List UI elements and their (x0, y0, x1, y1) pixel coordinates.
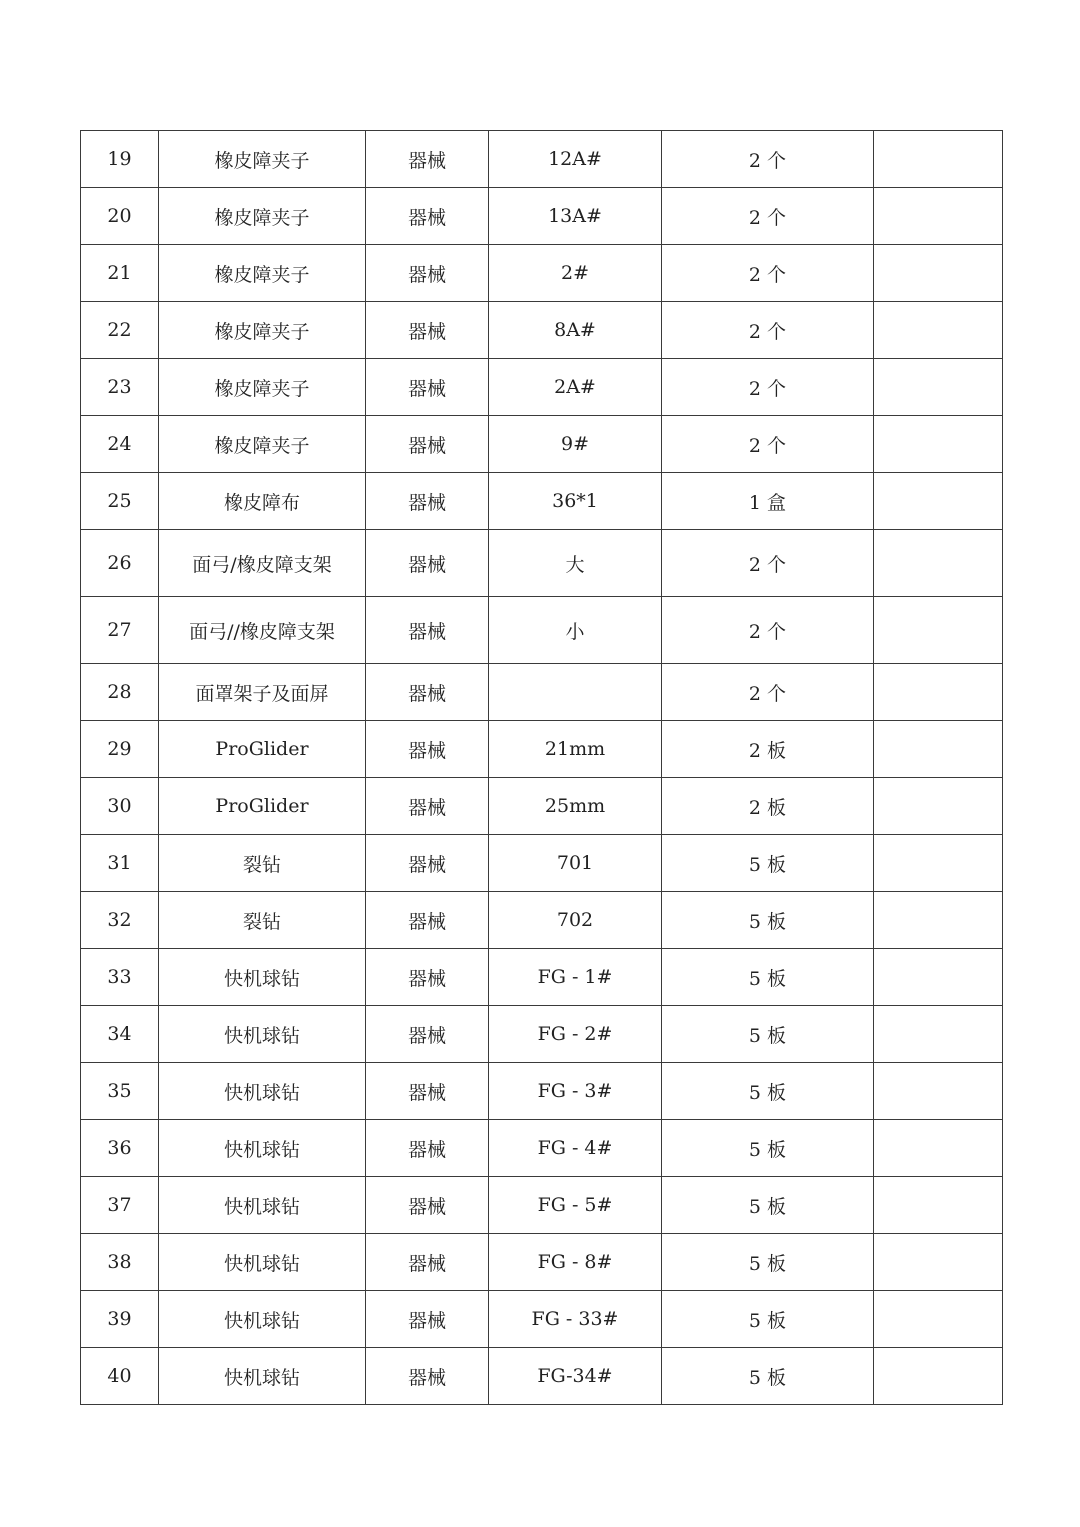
item-name: 橡皮障夹子 (159, 302, 366, 359)
item-category: 器械 (366, 892, 489, 949)
row-number: 36 (81, 1120, 159, 1177)
item-spec: 12A# (489, 131, 662, 188)
row-number: 31 (81, 835, 159, 892)
item-spec: FG - 2# (489, 1006, 662, 1063)
item-name: 橡皮障夹子 (159, 188, 366, 245)
table-row (81, 664, 1003, 721)
table-row (81, 721, 1003, 778)
item-note (874, 1063, 1003, 1120)
row-number: 37 (81, 1177, 159, 1234)
row-number: 40 (81, 1348, 159, 1405)
table-row (81, 1006, 1003, 1063)
item-spec: FG - 5# (489, 1177, 662, 1234)
item-name: ProGlider (159, 778, 366, 835)
item-quantity: 2 个 (662, 359, 874, 416)
item-note (874, 1120, 1003, 1177)
item-quantity: 2 个 (662, 416, 874, 473)
item-quantity: 2 板 (662, 721, 874, 778)
item-name: 橡皮障夹子 (159, 416, 366, 473)
item-name: 橡皮障夹子 (159, 245, 366, 302)
item-note (874, 949, 1003, 1006)
item-category: 器械 (366, 359, 489, 416)
item-category: 器械 (366, 1120, 489, 1177)
item-name: 快机球钻 (159, 1177, 366, 1234)
item-category: 器械 (366, 245, 489, 302)
item-quantity: 2 个 (662, 530, 874, 597)
table-row (81, 416, 1003, 473)
item-name: 快机球钻 (159, 949, 366, 1006)
item-note (874, 597, 1003, 664)
row-number: 21 (81, 245, 159, 302)
item-name: 快机球钻 (159, 1348, 366, 1405)
item-note (874, 1006, 1003, 1063)
item-note (874, 664, 1003, 721)
item-category: 器械 (366, 1234, 489, 1291)
table-row (81, 1120, 1003, 1177)
table-row (81, 131, 1003, 188)
item-note (874, 473, 1003, 530)
row-number: 39 (81, 1291, 159, 1348)
item-name: 面弓//橡皮障支架 (159, 597, 366, 664)
item-category: 器械 (366, 1291, 489, 1348)
table-row (81, 473, 1003, 530)
item-note (874, 416, 1003, 473)
item-category: 器械 (366, 131, 489, 188)
table-row (81, 359, 1003, 416)
item-category: 器械 (366, 721, 489, 778)
item-spec: 21mm (489, 721, 662, 778)
item-quantity: 5 板 (662, 1063, 874, 1120)
item-note (874, 302, 1003, 359)
table-row (81, 949, 1003, 1006)
item-name: ProGlider (159, 721, 366, 778)
table-row (81, 530, 1003, 597)
item-note (874, 721, 1003, 778)
item-spec (489, 664, 662, 721)
item-quantity: 5 板 (662, 835, 874, 892)
item-name: 面罩架子及面屏 (159, 664, 366, 721)
item-quantity: 5 板 (662, 892, 874, 949)
item-note (874, 245, 1003, 302)
item-note (874, 1348, 1003, 1405)
table-row (81, 188, 1003, 245)
item-name: 裂钻 (159, 835, 366, 892)
row-number: 27 (81, 597, 159, 664)
item-note (874, 1177, 1003, 1234)
item-spec: 13A# (489, 188, 662, 245)
row-number: 26 (81, 530, 159, 597)
item-category: 器械 (366, 1006, 489, 1063)
item-note (874, 188, 1003, 245)
item-note (874, 835, 1003, 892)
row-number: 33 (81, 949, 159, 1006)
item-spec: 9# (489, 416, 662, 473)
item-quantity: 5 板 (662, 949, 874, 1006)
item-note (874, 530, 1003, 597)
row-number: 23 (81, 359, 159, 416)
row-number: 30 (81, 778, 159, 835)
item-spec: 2A# (489, 359, 662, 416)
table-row (81, 835, 1003, 892)
item-spec: FG-34# (489, 1348, 662, 1405)
table-row (81, 302, 1003, 359)
item-spec: FG - 3# (489, 1063, 662, 1120)
item-category: 器械 (366, 778, 489, 835)
item-category: 器械 (366, 597, 489, 664)
table-row (81, 597, 1003, 664)
item-quantity: 5 板 (662, 1177, 874, 1234)
item-name: 橡皮障布 (159, 473, 366, 530)
item-category: 器械 (366, 416, 489, 473)
item-name: 橡皮障夹子 (159, 359, 366, 416)
item-category: 器械 (366, 1063, 489, 1120)
item-category: 器械 (366, 302, 489, 359)
item-category: 器械 (366, 530, 489, 597)
row-number: 28 (81, 664, 159, 721)
item-quantity: 5 板 (662, 1006, 874, 1063)
item-category: 器械 (366, 188, 489, 245)
table-row (81, 1063, 1003, 1120)
row-number: 32 (81, 892, 159, 949)
item-name: 快机球钻 (159, 1063, 366, 1120)
item-category: 器械 (366, 473, 489, 530)
item-note (874, 131, 1003, 188)
item-quantity: 2 个 (662, 131, 874, 188)
table-row (81, 245, 1003, 302)
row-number: 20 (81, 188, 159, 245)
row-number: 29 (81, 721, 159, 778)
item-quantity: 2 个 (662, 664, 874, 721)
row-number: 35 (81, 1063, 159, 1120)
item-spec: FG - 4# (489, 1120, 662, 1177)
item-name: 裂钻 (159, 892, 366, 949)
item-quantity: 2 个 (662, 188, 874, 245)
table-row (81, 892, 1003, 949)
item-spec: 大 (489, 530, 662, 597)
row-number: 22 (81, 302, 159, 359)
item-note (874, 1291, 1003, 1348)
item-category: 器械 (366, 1177, 489, 1234)
item-quantity: 5 板 (662, 1234, 874, 1291)
row-number: 25 (81, 473, 159, 530)
table-row (81, 1291, 1003, 1348)
item-name: 快机球钻 (159, 1234, 366, 1291)
item-quantity: 1 盒 (662, 473, 874, 530)
item-spec: 702 (489, 892, 662, 949)
item-spec: 25mm (489, 778, 662, 835)
row-number: 19 (81, 131, 159, 188)
row-number: 34 (81, 1006, 159, 1063)
row-number: 38 (81, 1234, 159, 1291)
item-quantity: 5 板 (662, 1120, 874, 1177)
table-row (81, 1348, 1003, 1405)
item-category: 器械 (366, 835, 489, 892)
item-note (874, 778, 1003, 835)
item-note (874, 892, 1003, 949)
item-spec: 小 (489, 597, 662, 664)
item-spec: FG - 8# (489, 1234, 662, 1291)
item-quantity: 2 板 (662, 778, 874, 835)
item-category: 器械 (366, 949, 489, 1006)
item-name: 面弓/橡皮障支架 (159, 530, 366, 597)
item-spec: 8A# (489, 302, 662, 359)
item-quantity: 2 个 (662, 245, 874, 302)
item-name: 快机球钻 (159, 1120, 366, 1177)
item-quantity: 2 个 (662, 597, 874, 664)
item-spec: 36*1 (489, 473, 662, 530)
item-note (874, 359, 1003, 416)
table-row (81, 1177, 1003, 1234)
item-spec: FG - 33# (489, 1291, 662, 1348)
item-category: 器械 (366, 1348, 489, 1405)
item-note (874, 1234, 1003, 1291)
item-spec: 2# (489, 245, 662, 302)
items-table (80, 130, 1003, 1405)
item-quantity: 5 板 (662, 1348, 874, 1405)
item-name: 橡皮障夹子 (159, 131, 366, 188)
item-quantity: 2 个 (662, 302, 874, 359)
items-table-body (81, 131, 1003, 1405)
item-name: 快机球钻 (159, 1006, 366, 1063)
item-spec: 701 (489, 835, 662, 892)
item-spec: FG - 1# (489, 949, 662, 1006)
item-quantity: 5 板 (662, 1291, 874, 1348)
item-name: 快机球钻 (159, 1291, 366, 1348)
table-row (81, 778, 1003, 835)
row-number: 24 (81, 416, 159, 473)
table-row (81, 1234, 1003, 1291)
item-category: 器械 (366, 664, 489, 721)
